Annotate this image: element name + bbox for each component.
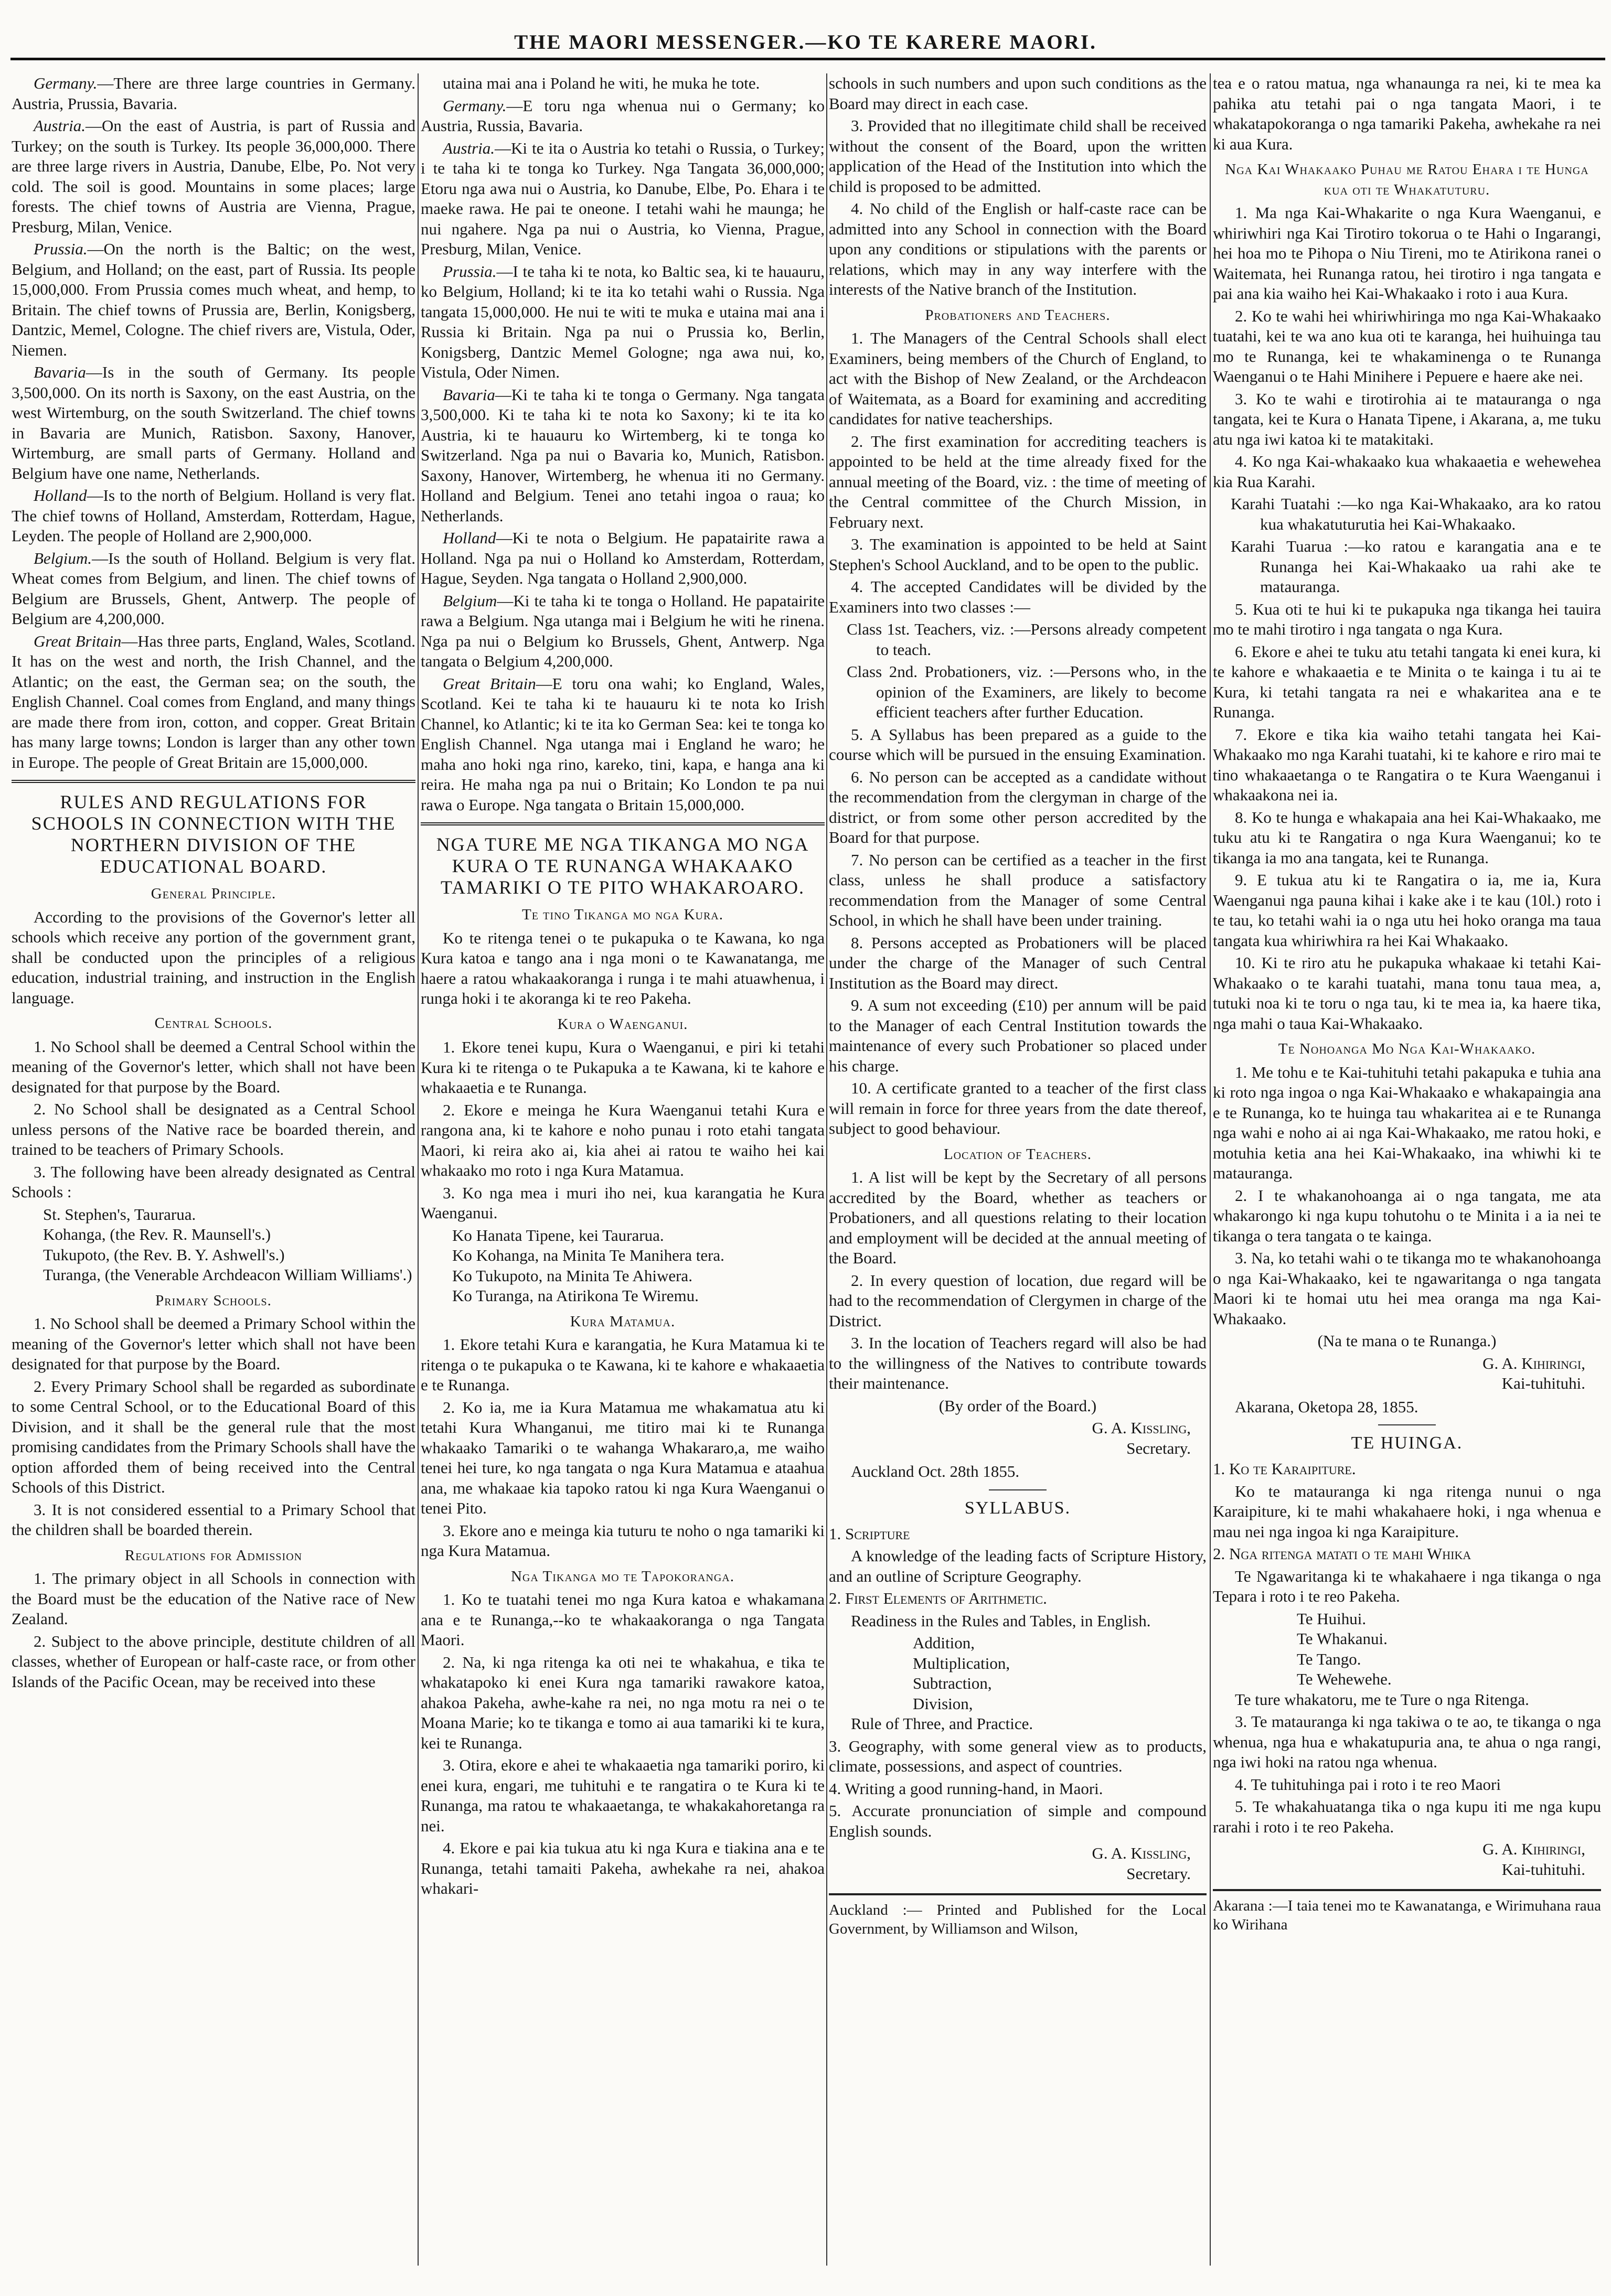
geography-entry [421, 385, 825, 527]
geography-entry [12, 549, 415, 629]
geography-entry [12, 486, 415, 546]
geography-entry [12, 631, 415, 773]
section-heading: Primary Schools. [155, 1292, 272, 1309]
list-item: Ko Turanga, na Atirikona Te Wiremu. [452, 1286, 699, 1305]
paragraph: 1. Ekore tetahi Kura e karangatia, he Kura Matamua ki te ritenga o te pukapuka o te Kawana, ki te kahore e whakaaetia e te Runanga. [421, 1335, 825, 1394]
paragraph: 3. Na, ko tetahi wahi o te tikanga mo te whakanohoanga o nga Kai-Whakaako, kei te ngawaritanga o nga tangata Maori ki te homai utu hei mea oranga ma nga Kai-Whakaako. [1213, 1249, 1601, 1328]
whika-list [1213, 1609, 1601, 1690]
paragraph: 10. A certificate granted to a teacher of the first class will remain in force for three years from the date thereof, subject to good behaviour. [829, 1079, 1207, 1138]
geography-entry [421, 528, 825, 589]
paragraph: 6. No person can be accepted as a candidate without the recommendation from the clergyman in charge of the district, or from some other person accredited by the Board for that purpose. [829, 767, 1207, 846]
country-name: Austria. [443, 138, 495, 157]
paragraph: schools in such numbers and upon such conditions as the Board may direct in each case. [829, 74, 1207, 113]
order-line: (By order of the Board.) [938, 1396, 1097, 1415]
paragraph: 1. Ekore tenei kupu, Kura o Waenganui, e piri ki tetahi Kura ki te ritenga o te Pukapuka a te Kawana, ki te kahore e whakaaetia e te Runanga. [421, 1038, 825, 1097]
section-heading: Regulations for Admission [124, 1547, 303, 1564]
paragraph: Karahi Tuarua :—ko ratou e karangatia ana e te Runanga hei Kai-Whakaako ua rahi ake te matauranga. [1231, 537, 1601, 596]
divider [1378, 1424, 1436, 1425]
column-divider [826, 73, 827, 2266]
list-item: Tukupoto, (the Rev. B. Y. Ashwell's.) [43, 1245, 285, 1264]
paragraph: 3. It is not considered essential to a Primary School that the children shall be boarded therein. [12, 1500, 415, 1539]
paragraph: 3. In the location of Teachers regard will also be had to the willingness of the Natives to contribute towards their maintenance. [829, 1334, 1207, 1392]
list-item: Te Tango. [1297, 1649, 1361, 1668]
dateline: Auckland Oct. 28th 1855. [851, 1462, 1020, 1480]
geography-english [12, 73, 415, 773]
masthead: THE MAORI MESSENGER.—KO TE KARERE MAORI. [514, 31, 1097, 53]
paragraph: 3. Ekore ano e meinga kia tuturu te noho o nga tamariki ki nga Kura Matamua. [421, 1521, 825, 1560]
paragraph: 2. Na, ki nga ritenga ka oti nei te whakahua, e tika te whakatapoko ki enei Kura nga tamariki rawakore katoa, ahakoa Pakeha, awhe-kahe ra nei, no nga motu ra nei o te Moana Marie; ko te tikanga e tomo ai aua tamariki ki te kura, kei te Runanga. [421, 1653, 825, 1752]
paragraph: 3. Otira, ekore e ahei te whakaaetia nga tamariki poriro, ki enei kura, engari, me tuhituhi e te rangatira o te Kura ki te Runanga, ma ratou te whakaaetanga, te whakakahoretanga ra nei. [421, 1756, 825, 1835]
country-name: Belgium. [34, 549, 92, 567]
paragraph: Class 2nd. Probationers, viz. :—Persons who, in the opinion of the Examiners, are likely to become efficient teachers after further Education. [847, 662, 1207, 721]
paragraph: 1. The Managers of the Central Schools shall elect Examiners, being members of the Church of England, to act with the Bishop of New Zealand, or the Archdeacon of Waitemata, as a Board for examining and accrediting candidates for native teacherships. [829, 329, 1207, 428]
paragraph: Readiness in the Rules and Tables, in English. [851, 1611, 1151, 1630]
country-description: —There are three large countries in Germany. Austria, Prussia, Bavaria. [12, 74, 415, 113]
signature-title: Secretary. [1126, 1864, 1191, 1883]
paragraph: 3. Ko nga mea i muri iho nei, kua karangatia he Kura Waenganui. [421, 1183, 825, 1222]
country-name: Holland [34, 486, 87, 505]
section-heading: Nga Tikanga mo te Tapokoranga. [510, 1568, 734, 1585]
country-description: —On the east of Austria, is part of Russia and Turkey; on the south is Turkey. Its people 36,000,000. There are three large rivers in Austria, Danube, Elbe, Po. Not very cold. The soil is good. Mountains in some places; large forests. The chief towns of Austria are Vienna, Prague, Presburg, Milan, Venice. [12, 116, 415, 236]
country-description: —On the north is the Baltic; on the west, Belgium, and Holland; on the east, part of Russia. Its people 15,000,000. From Prussia comes much wheat, and hemp, to Britain. The chief towns of Prussia are, Berlin, Konigsberg, Dantzic, Memel, Cologne. The chief rivers are, Vistula, Oder, Niemen. [12, 240, 415, 359]
geography-entry [12, 116, 415, 237]
rules-title-maori: NGA TURE ME NGA TIKANGA MO NGA KURA O TE RUNANGA WHAKAAKO TAMARIKI O TE PITO WHAKAROARO. [436, 834, 809, 898]
paragraph: 7. No person can be certified as a teacher in the first class, unless he shall produce a satisfactory recommendation from the Manager of some Central School, in which he shall have been under training. [829, 850, 1207, 929]
country-name: Austria. [34, 116, 86, 135]
paragraph: 1. A list will be kept by the Secretary of all persons accredited by the Board, whether as teachers or Probationers, and all questions relating to their location and employment will be decided at the annual meeting of the Board. [829, 1168, 1207, 1267]
list-item: Te Whakanui. [1297, 1629, 1388, 1648]
paragraph: 3. Provided that no illegitimate child shall be received without the consent of the Board, upon the written application of the Head of the Institution into which the child is proposed to be admitted. [829, 116, 1207, 196]
country-description: —E toru ona wahi; ko England, Wales, Scotland. Kei te taha ki te hauauru ki te nota ko Irish Channel, ko Atlantic; ki te ita ko German Sea: kei te tonga ko English Channel. Nga utanga mai i England he waro; he maha ano hoki nga rino, kareko, tini, kapa, e hanga ana ki reira. He maha nga pa nui o Britain; Ko London te pa nui rawa o Europe. Nga tangata o Britain 15,000,000. [421, 674, 825, 814]
section-heading: Probationers and Teachers. [925, 306, 1111, 324]
paragraph: 8. Ko te hunga e whakapaia ana hei Kai-Whakaako, me tuku atu ki te Rangatira o nga Kura Waenganui; ko te tikanga ia mo ana tangata, kei te Runanga. [1213, 808, 1601, 867]
list-item: Kohanga, (the Rev. R. Maunsell's.) [43, 1225, 271, 1243]
list-item: Subtraction, [913, 1674, 992, 1692]
imprint: Auckland :— Printed and Published for the Local Government, by Williamson and Wilson, [829, 1893, 1207, 1938]
list-item: Ko Tukupoto, na Minita Te Ahiwera. [452, 1266, 692, 1285]
column-divider [418, 73, 419, 2266]
signature-name: G. A. Kissling, [1092, 1844, 1191, 1862]
country-description: —Ki te nota o Belgium. He papatairite rawa a Holland. Nga pa nui o Holland ko Amsterdam, Rotterdam, Hague, Seyden. Nga tangata o Holland 2,900,000. [421, 529, 825, 587]
geography-maori [421, 73, 825, 815]
list-item: Division, [913, 1694, 973, 1713]
syllabus-item: 1. Scripture [829, 1524, 910, 1543]
country-name: Bavaria [443, 385, 495, 404]
country-name: Germany. [443, 96, 507, 115]
column-3 [829, 73, 1207, 2284]
syllabus-item: 2. First Elements of Arithmetic. [829, 1589, 1047, 1607]
paragraph: 9. E tukua atu ki te Rangatira o ia, me ia, Kura Waenganui nga pauna kihai i kake ake i te kau (10l.) roto i te tau, ko tetahi wahi ia o nga utu hei hoko oranga ma taua tangata kua whiriwhira ra hei Kai Whakaako. [1213, 871, 1601, 950]
paragraph: Class 1st. Teachers, viz. :—Persons already competent to teach. [847, 620, 1207, 659]
section-heading: Te Nohoanga Mo Nga Kai-Whakaako. [1278, 1040, 1536, 1057]
syllabus-item: 2. Nga ritenga matati o te mahi Whika [1213, 1544, 1471, 1563]
signature-name: G. A. Kissling, [1092, 1419, 1191, 1437]
section-heading: Nga Kai Whakaako Puhau me Ratou Ehara i te Hunga kua oti te Whakatuturu. [1225, 161, 1589, 198]
paragraph: 4. Ko nga Kai-whakaako kua whakaaetia e wehewehea kia Rua Karahi. [1213, 452, 1601, 491]
signature-title: Kai-tuhituhi. [1501, 1374, 1585, 1392]
paragraph: 1. No School shall be deemed a Central School within the meaning of the Governor's letter, which shall not have been designated for that purpose by the Board. [12, 1037, 415, 1096]
huinga-title: TE HUINGA. [1351, 1433, 1463, 1453]
paragraph: Rule of Three, and Practice. [851, 1714, 1033, 1733]
geography-entry [421, 73, 825, 94]
paragraph: 3. The following have been already designated as Central Schools : [12, 1162, 415, 1201]
signature-name: G. A. Kihiringi, [1482, 1354, 1585, 1372]
paragraph: 1. Ko te tuatahi tenei mo nga Kura katoa e whakamana ana e te Runanga,--ko te whakaakoranga o nga Tangata Maori. [421, 1590, 825, 1649]
paragraph: 9. A sum not exceeding (£10) per annum will be paid to the Manager of each Central Institution towards the maintenance of every such Probationer so placed under his charge. [829, 996, 1207, 1075]
syllabus-item: 1. Ko te Karaipiture. [1213, 1460, 1356, 1478]
header-rule [10, 58, 1605, 60]
list-item: Ko Kohanga, na Minita Te Manihera tera. [452, 1246, 724, 1264]
paragraph: 5. Kua oti te hui ki te pukapuka nga tikanga hei tauira mo te mahi tirotiro i nga tangata o nga Kura. [1213, 599, 1601, 638]
paragraph: 3. The examination is appointed to be held at Saint Stephen's School Auckland, and to be open to the public. [829, 535, 1207, 574]
central-school-list [12, 1205, 415, 1285]
list-item: Te Wehewehe. [1297, 1670, 1392, 1688]
paragraph: Te ture whakatoru, me te Ture o nga Ritenga. [1235, 1690, 1529, 1709]
paragraph: Te Ngawaritanga ki te whakahaere i nga tikanga o nga Tepara i roto i te reo Pakeha. [1213, 1567, 1601, 1605]
divider [989, 1489, 1047, 1490]
paragraph: Ko te ritenga tenei o te pukapuka o te Kawana, ko nga Kura katoa e tango ana i nga moni o te Kawanatanga, me haere a ratou whakaakoranga i runga i te mahi atuawhenua, i runga hoki i te akoranga ki te reo Pakeha. [421, 928, 825, 1007]
paragraph: 8. Persons accepted as Probationers will be placed under the charge of the Manager of such Central Institution as the Board may direct. [829, 933, 1207, 992]
syllabus-item: 4. Writing a good running-hand, in Maori. [829, 1779, 1103, 1798]
arithmetic-list [829, 1633, 1207, 1714]
section-rule [12, 780, 415, 783]
list-item: Ko Hanata Tipene, kei Taurarua. [452, 1226, 664, 1244]
paragraph: 4. The accepted Candidates will be divided by the Examiners into two classes :— [829, 577, 1207, 616]
rules-title-english: RULES AND REGULATIONS FOR SCHOOLS IN CONNECTION WITH THE NORTHERN DIVISION OF THE EDUCATIONAL BOARD. [31, 791, 396, 877]
country-name: Prussia. [443, 262, 497, 281]
syllabus-item: 5. Te whakahuatanga tika o nga kupu iti me nga kupu rarahi i roto i te reo Pakeha. [1213, 1797, 1601, 1836]
syllabus-item: 3. Te matauranga ki nga takiwa o te ao, te tikanga o nga whenua, nga hua e whakatupuria ana, te ahua o nga rangi, nga iwi hoki na ratou nga whenua. [1213, 1712, 1601, 1771]
paragraph: A knowledge of the leading facts of Scripture History, and an outline of Scripture Geography. [829, 1547, 1207, 1585]
country-description: —Ki te taha ki te tonga o Holland. He papatairite rawa a Belgium. Nga utanga mai i Belgium he witi he rinena. Nga pa nui o Belgium ko Brussels, Ghent, Antwerp. Nga tangata o Belgium 4,200,000. [421, 591, 825, 670]
section-heading: Kura o Waenganui. [557, 1015, 688, 1033]
paragraph: 2. Every Primary School shall be regarded as subordinate to some Central School, or to the Educational Board of this Division, and it shall be the general rule that the most promising candidates from the Primary Schools shall have the option afforded them of being received into the Central Schools of this District. [12, 1377, 415, 1496]
section-heading: Location of Teachers. [943, 1145, 1092, 1163]
list-item: Multiplication, [913, 1654, 1010, 1672]
signature-title: Kai-tuhituhi. [1501, 1860, 1585, 1879]
country-description: —Ki te taha ki te tonga o Germany. Nga tangata 3,500,000. Ki te taha ki te nota ko Saxony; ki te ita ko Austria, ki te hauauru ko Wirtemberg, ki te tonga ko Switzerland. Nga pa nui o Bavaria ko, Munich, Ratisbon. Saxony, Hanover, Wirtemberg, he whenua iti no Germany. Holland and Belgium. Tenei ano tetahi ingoa o raua; ko Netherlands. [421, 385, 825, 525]
geography-entry [12, 362, 415, 484]
dateline: Akarana, Oketopa 28, 1855. [1235, 1397, 1418, 1416]
section-heading: General Principle. [151, 885, 276, 902]
paragraph: 1. Me tohu e te Kai-tuhituhi tetahi pakapuka e tuhia ana ki roto nga ingoa o nga Kai-Whakaako e whakapaingia ana e te Runanga, ko te huinga tau whakaritea ai e te Runanga nga wahi e noho ai ai nga Kai-Whakaako, me ratou hoki, e motuhia ketia ana hei Kai-Whakaako, ina whiwhi ki te matauranga. [1213, 1063, 1601, 1182]
paragraph: Karahi Tuatahi :—ko nga Kai-Whakaako, ara ko ratou kua whakatuturutia hei Kai-Whakaako. [1231, 495, 1601, 533]
section-heading: Te tino Tikanga mo nga Kura. [522, 906, 723, 923]
paragraph: 6. Ekore e ahei te tuku atu tetahi tangata ki enei kura, ki te kahore e whakaaetia e te Minita o te kainga i tu ai te Kura, ki tetahi tangata ra nei e whakaritea ana e te Runanga. [1213, 642, 1601, 721]
country-description: —I te taha ki te nota, ko Baltic sea, ki te hauauru, ko Belgium, Holland; ki te ita ko tetahi wahi o Russia. Nga tangata 15,000,000. He nui te witi te muka e utaina mai ana i Russia ki Britain. Nga pa nui o Prussia ko, Berlin, Konigsberg, Dantzic Memel Gologne; nga awa nui, ko, Vistula, Oder Nimen. [421, 262, 825, 381]
section-heading: Central Schools. [154, 1015, 273, 1032]
geography-entry [12, 73, 415, 114]
list-item: Te Huihui. [1297, 1609, 1367, 1628]
country-description: —E toru nga whenua nui o Germany; ko Austria, Russia, Bavaria. [421, 96, 825, 135]
kura-list [421, 1226, 825, 1306]
country-name: Great Britain [443, 674, 536, 693]
paragraph: Ko te matauranga ki nga ritenga nunui o nga Karaipiture, ki te mahi whakahaere hoki, i nga whenua e mau nei nga ingoa ki nga Karaipiture. [1213, 1482, 1601, 1541]
country-name: Belgium [443, 591, 497, 610]
paragraph: tea e o ratou matua, nga whanaunga ra nei, ki te mea ka pahika atu tetahi pai o nga tangata Maori, i te whakatapokoranga o nga tamariki Pakeha, awhekahe ra nei ki aua Kura. [1213, 74, 1601, 153]
country-description: —Is the south of Holland. Belgium is very flat. Wheat comes from Belgium, and linen. The chief towns of Belgium are Brussels, Ghent, Antwerp. The people of Belgium are 4,200,000. [12, 549, 415, 628]
country-description: —Is to the north of Belgium. Holland is very flat. The chief towns of Holland, Amsterdam, Rotterdam, Hague, Leyden. The people of Holland are 2,900,000. [12, 486, 415, 545]
signature-title: Secretary. [1126, 1439, 1191, 1457]
column-1 [12, 73, 415, 2284]
geography-entry [421, 138, 825, 260]
paragraph: 7. Ekore e tika kia waiho tetahi tangata hei Kai-Whakaako mo nga Karahi tuatahi, ki te kahore e riro mai te tino whakaaetanga o te Rangatira o te Kura Waenganui i whakaakona nei ia. [1213, 725, 1601, 804]
country-name: Great Britain [34, 631, 122, 650]
section-heading: Kura Matamua. [570, 1313, 676, 1330]
syllabus-item: 4. Te tuhituhinga pai i roto i te reo Maori [1235, 1775, 1501, 1794]
signature-name: G. A. Kihiringi, [1482, 1840, 1585, 1858]
country-description: —Has three parts, England, Wales, Scotland. It has on the west and north, the Irish Channel, and the Atlantic; on the east, the German sea; on the south, the English Channel. Coal comes from England, and many things are made there from iron, cotton, and copper. Great Britain has many large towns; London is larger than any other town in Europe. The people of Great Britain are 15,000,000. [12, 631, 415, 771]
paragraph: 4. No child of the English or half-caste race can be admitted into any School in connection with the Board upon any conditions or stipulations with the parents or relations, which may in any way interfere with the interests of the Native branch of the Institution. [829, 199, 1207, 298]
column-4 [1213, 73, 1601, 2284]
geography-entry [421, 591, 825, 672]
country-description: —Ki te ita o Austria ko tetahi o Russia, o Turkey; i te taha ki te tonga ko Turkey. Nga Tangata 36,000,000; Etoru nga awa nui o Austria, ko Danube, Elbe, Po. Ehara i te maeke rawa. He pai te oneone. I tetahi wahi he maunga; he nui ngahere. Nga pa nui o Austria, ko Vienna, Prague, Presburg, Milan, Venice. [421, 138, 825, 258]
list-item: St. Stephen's, Taurarua. [43, 1205, 196, 1224]
country-description: utaina mai ana i Poland he witi, he muka he tote. [443, 74, 760, 92]
geography-entry [12, 239, 415, 360]
order-line: (Na te mana o te Runanga.) [1317, 1332, 1497, 1350]
paragraph: 4. Ekore e pai kia tukua atu ki nga Kura e tiakina ana e te Runanga, tetahi tamaiti Pakeha, awhekahe ra nei, ahakoa whakari- [421, 1839, 825, 1897]
paragraph: 2. In every question of location, due regard will be had to the recommendation of Clergymen in charge of the District. [829, 1271, 1207, 1330]
geography-entry [421, 96, 825, 136]
paragraph: According to the provisions of the Governor's letter all schools which receive any portion of the government grant, shall be conducted upon the principles of a religious education, industrial training, and instruction in the English language. [12, 907, 415, 1007]
paragraph: 2. Ko ia, me ia Kura Matamua me whakamatua atu ki tetahi Kura Whanganui, me titiro mai ki te Runanga whakaako Tamariki o te wahanga Whakararo,a, me waiho tenei hei ture, ko nga tangata o nga Kura Matamua e ataahua ana, me whakaae kia tapoko ratou ki nga Kura Waenganui o tenei Pito. [421, 1398, 825, 1517]
geography-entry [421, 674, 825, 816]
country-name: Prussia. [34, 240, 88, 258]
syllabus-title: SYLLABUS. [964, 1498, 1071, 1518]
syllabus-item: 5. Accurate pronunciation of simple and compound English sounds. [829, 1801, 1207, 1840]
country-name: Holland [443, 529, 496, 547]
paragraph: 1. No School shall be deemed a Primary School within the meaning of the Governor's letter which shall not have been designated for that purpose by the Board. [12, 1314, 415, 1373]
imprint: Akarana :—I taia tenei mo te Kawanatanga, e Wirimuhana raua ko Wirihana [1213, 1889, 1601, 1934]
column-divider [1210, 73, 1211, 2266]
paragraph: 2. Subject to the above principle, destitute children of all classes, whether of European or half-caste race, or from other Islands of the Pacific Ocean, may be received into these [12, 1632, 415, 1691]
country-description: —Is in the south of Germany. Its people 3,500,000. On its north is Saxony, on the east Austria, on the west Wirtemburg, on the south Switzerland. The chief towns in Bavaria are Munich, Ratisbon. Saxony, Hanover, Wirtemburg, are small parts of Germany. Holland and Belgium have one name, Netherlands. [12, 363, 415, 482]
column-2 [421, 73, 825, 2284]
paragraph: 1. Ma nga Kai-Whakarite o nga Kura Waenganui, e whiriwhiri nga Kai Tirotiro tokorua o te Hahi o Ingarangi, hei hoa mo te Pihopa o Niu Tireni, mo te Atirikona ranei o Waitemata, hei Runanga ratou, hei tirotiro i nga tangata e pai ana kia waiho hei Kai-Whakaako i roto i aua Kura. [1213, 203, 1601, 303]
paragraph: 5. A Syllabus has been prepared as a guide to the course which will be pursued in the ensuing Examination. [829, 725, 1207, 764]
list-item: Addition, [913, 1634, 975, 1652]
paragraph: 1. The primary object in all Schools in connection with the Board must be the education of the Native race of New Zealand. [12, 1569, 415, 1628]
paragraph: 2. The first examination for accrediting teachers is appointed to be held at the time already fixed for the annual meeting of the Board, viz. : the time of meeting of the Central committee of the Church Mission, in February next. [829, 432, 1207, 531]
paragraph: 2. Ekore e meinga he Kura Waenganui tetahi Kura e rangona ana, ki te kahore e noho punau i roto etahi tangata Maori, ki reira ako ai, kia ahei ai ratou te waiho hei kai whakaako mo roto i nga Kura Matamua. [421, 1100, 825, 1179]
syllabus-item: 3. Geography, with some general view as to products, climate, possessions, and aspect of countries. [829, 1736, 1207, 1775]
paragraph: 2. No School shall be designated as a Central School unless persons of the Native race be boarded therein, and trained to be teachers of Primary Schools. [12, 1100, 415, 1158]
section-rule [421, 822, 825, 825]
geography-entry [421, 262, 825, 383]
paragraph: 2. Ko te wahi hei whiriwhiringa mo nga Kai-Whakaako tuatahi, kei te wa ano kua oti te karanga, hei huihuinga tau mo te Runanga, kei te whakaminenga o te Runanga Waenganui o te Hahi Minihere i Pepuere e haere ake nei. [1213, 306, 1601, 385]
country-name: Bavaria [34, 363, 86, 381]
list-item: Turanga, (the Venerable Archdeacon William Williams'.) [43, 1265, 412, 1284]
paragraph: 2. I te whakanohoanga ai o nga tangata, me ata whakarongo ki nga kupu tohutohu o te Minita i a ia nei te tikanga o tera tangata o te kainga. [1213, 1186, 1601, 1245]
paragraph: 10. Ki te riro atu he pukapuka whakaae ki tetahi Kai-Whakaako o te karahi tuatahi, mana tonu taua mea, a, tutuki noa ki te toru o nga tau, ki te mea ia, ka haere tika, nga mahi o taua Kai-Whakaako. [1213, 953, 1601, 1033]
paragraph: 3. Ko te wahi e tirotirohia ai te matauranga o nga tangata, kei te Kura o Hanata Tipene, i Akarana, a, me tuku atu nga iwi katoa ki te matakitaki. [1213, 389, 1601, 448]
country-name: Germany. [34, 74, 98, 92]
